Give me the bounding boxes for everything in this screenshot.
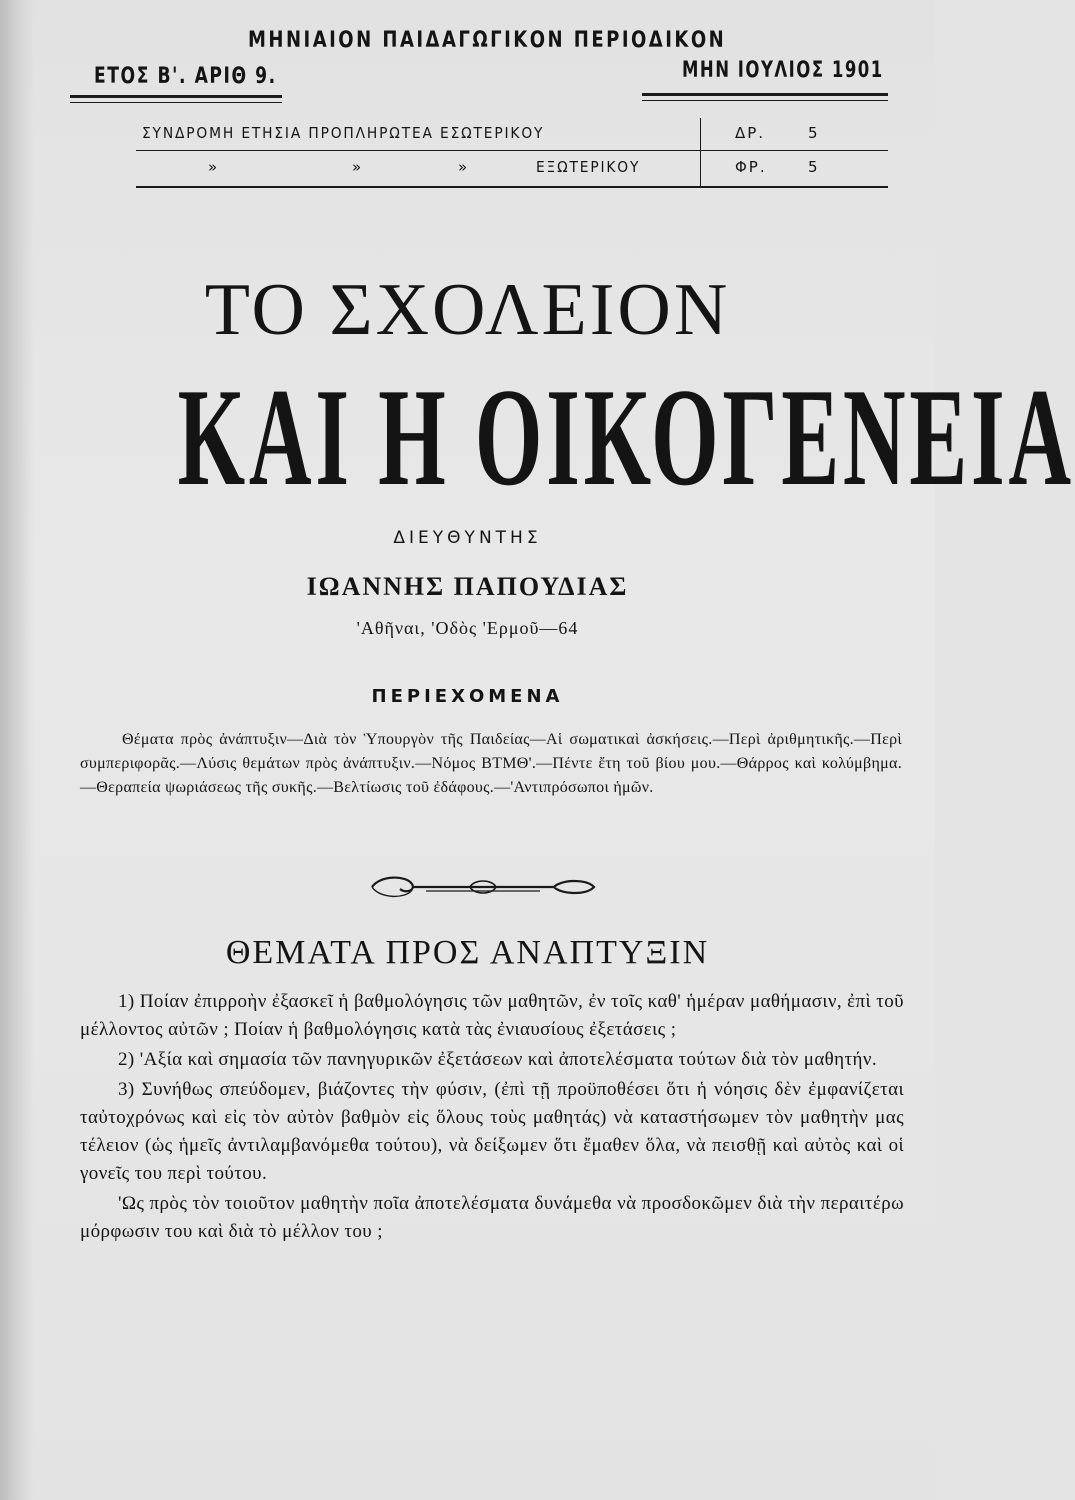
article-paragraph-2: 2) 'Αξία καὶ σημασία τῶν πανηγυρικῶν ἐξετάσεων καὶ ἀποτελέσματα τούτων διὰ τὸν μαθητήν.: [118, 1049, 878, 1070]
subscription-foreign-amount: 5: [808, 158, 820, 176]
article-body: [80, 988, 904, 1248]
director-name: ΙΩΑΝΝΗΣ ΠΑΠΟΥΔΙΑΣ: [306, 572, 629, 601]
subscription-domestic-amount: 5: [808, 124, 820, 142]
article-heading: ΘΕΜΑΤΑ ΠΡΟΣ ΑΝΑΠΤΥΞΙΝ: [225, 934, 710, 971]
ditto-mark: »: [352, 158, 364, 176]
title-line-2: ΚΑΙ Η ΟΙΚΟΓΕΝΕΙΑ: [177, 360, 1075, 515]
contents-text: Θέματα πρὸς ἀνάπτυξιν—Διὰ τὸν Ὑπουργὸν τῆς Παιδείας—Αἱ σωματικαὶ ἀσκήσεις.—Περὶ ἀριθμητικῆς.—Περὶ συμπεριφορᾶς.—Λύσις θεμάτων πρὸς ἀνάπτυξιν.—Νόμος ΒΤΜΘ'.—Πέντε ἔτη τοῦ βίου μου.—Θάρρος καὶ κολύμβημα.—Θεραπεία ψωριάσεως τῆς συκῆς.—Βελτίωσις τοῦ ἐδάφους.—'Αντιπρόσωποι ἡμῶν.: [80, 731, 902, 796]
contents-heading: ΠΕΡΙΕΧΟΜΕΝΑ: [371, 686, 564, 707]
ditto-mark: »: [208, 158, 220, 176]
director-label: ΔΙΕΥΘΥΝΤΗΣ: [393, 528, 542, 548]
masthead-rule-right: [642, 93, 888, 96]
page-left-edge-shadow: [0, 0, 34, 1500]
title-line-1: ΤΟ ΣΧΟΛΕΙΟΝ: [204, 269, 731, 351]
year-issue: ΕΤΟΣ Β'. ΑΡΙΘ 9.: [94, 64, 277, 89]
subscription-rule: [136, 150, 888, 151]
masthead-rule-left-thin: [70, 102, 282, 103]
subscription-domestic-currency: ΔΡ.: [735, 124, 766, 142]
subscription-vertical-rule: [700, 118, 701, 188]
director-address: 'Αθῆναι, 'Οδὸς 'Ερμοῦ—64: [356, 618, 579, 638]
ornament-divider: [366, 872, 600, 902]
subscription-foreign-label: ΕΞΩΤΕΡΙΚΟΥ: [536, 158, 641, 176]
subscription-foreign-currency: ΦΡ.: [735, 158, 767, 176]
ditto-mark: »: [458, 158, 470, 176]
subscription-rule-bottom: [136, 186, 888, 188]
article-paragraph-3: 3) Συνήθως σπεύδομεν, βιάζοντες τὴν φύσιν, (ἐπὶ τῇ προϋποθέσει ὅτι ἡ νόησις δὲν ἐμφανίζεται ταὐτοχρόνως καὶ εἰς τὸν αὐτὸν βαθμὸν εἰς ὅλους τοὺς μαθητάς) νὰ καταστήσωμεν τὸν μαθητὴν μας τέλειον (ὡς ἡμεῖς ἀντιλαμβανόμεθα τούτου), νὰ δείξωμεν ὅτι ἔμαθεν ὅλα, νὰ πεισθῇ καὶ αὐτὸς καὶ οἱ γονεῖς του περὶ τούτου.: [80, 1079, 904, 1184]
subscription-domestic-label: ΣΥΝΔΡΟΜΗ ΕΤΗΣΙΑ ΠΡΟΠΛΗΡΩΤΕΑ ΕΣΩΤΕΡΙΚΟΥ: [142, 124, 545, 142]
issue-month: ΜΗΝ ΙΟΥΛΙΟΣ 1901: [682, 58, 884, 83]
periodical-type: ΜΗΝΙΑΙΟΝ ΠΑΙΔΑΓΩΓΙΚΟΝ ΠΕΡΙΟΔΙΚΟΝ: [248, 28, 727, 53]
masthead-rule-right-thin: [642, 100, 888, 101]
article-paragraph-1: 1) Ποίαν ἐπιρροὴν ἐξασκεῖ ἡ βαθμολόγησις τῶν μαθητῶν, ἐν τοῖς καθ' ἡμέραν μαθήμασιν, ἐπὶ τοῦ μέλλοντος αὐτῶν ; Ποίαν ἡ βαθμολόγησις κατὰ τὰς ἐνιαυσίους ἐξετάσεις ;: [80, 991, 904, 1040]
article-paragraph-4: 'Ως πρὸς τὸν τοιοῦτον μαθητὴν ποῖα ἀποτελέσματα δυνάμεθα νὰ προσδοκῶμεν διὰ τὴν περαιτέρω μόρφωσιν του καὶ διὰ τὸ μέλλον του ;: [80, 1193, 904, 1242]
masthead-rule-left: [70, 95, 282, 98]
